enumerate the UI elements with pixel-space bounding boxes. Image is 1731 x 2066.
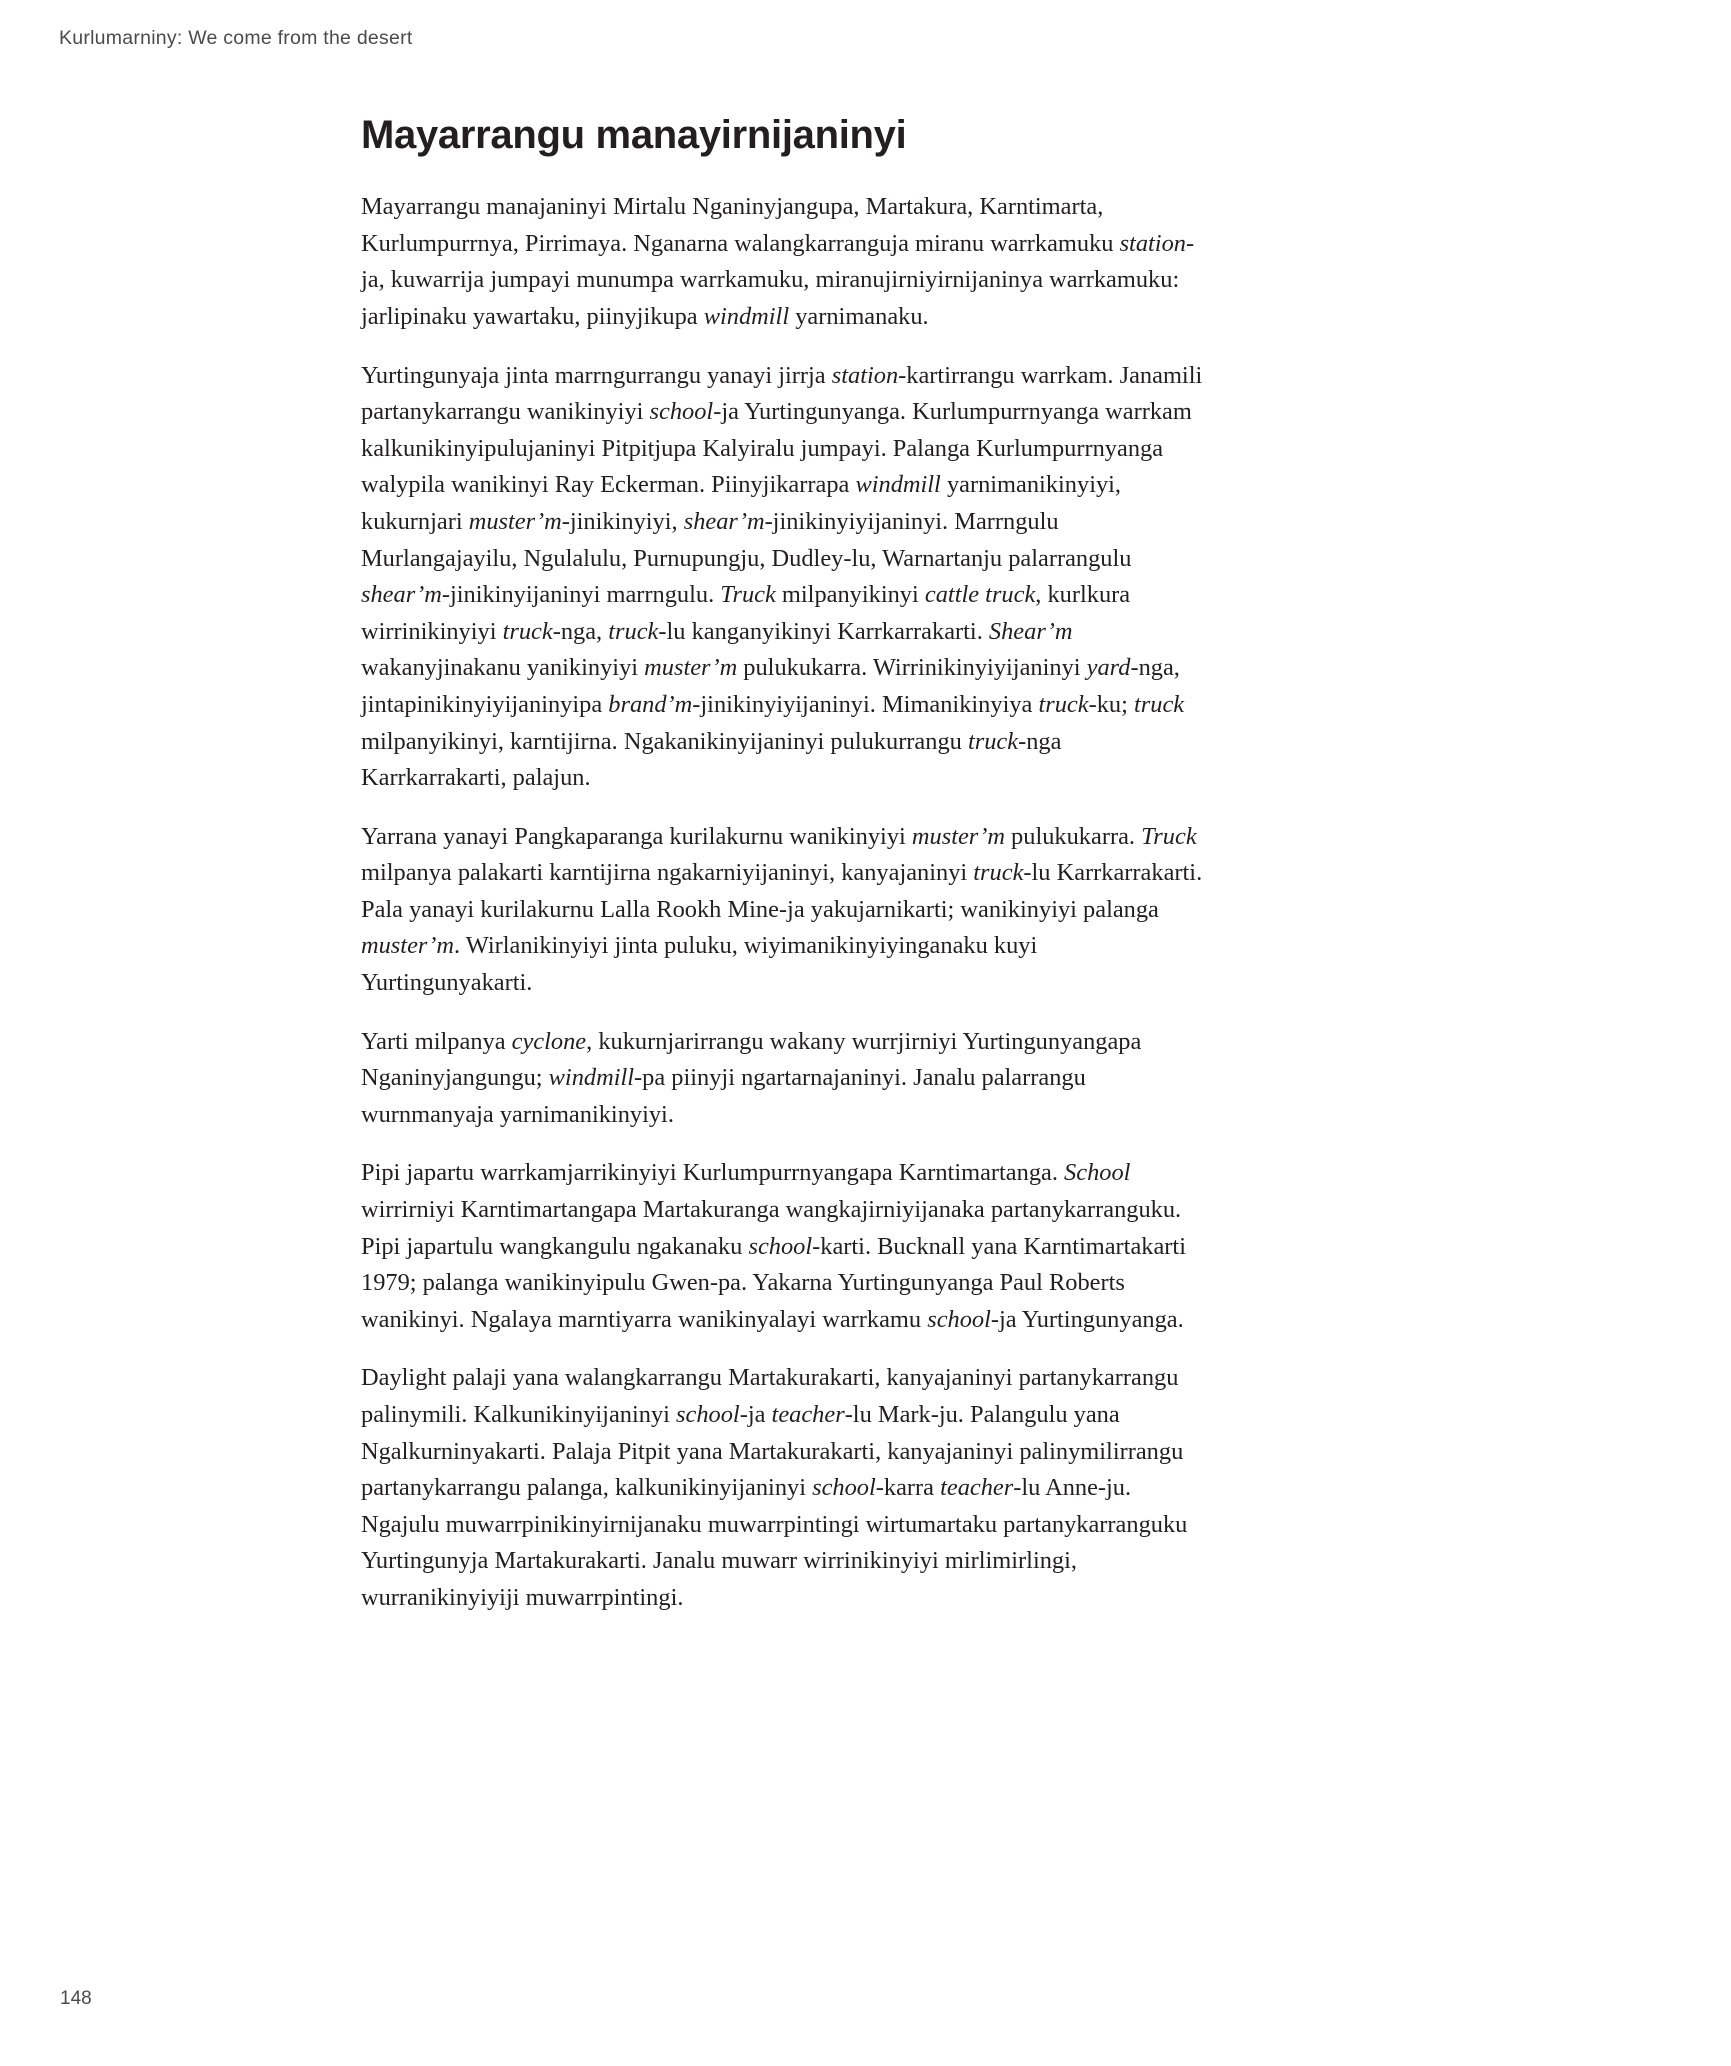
text-run: -ja Yurtingunyanga. Kurlumpurrnyanga warrkam kalkunikinyipulujaninyi Pitpitjupa Kalyiralu jumpayi. Palanga Kurlumpurrnyanga walypila wanikinyi Ray Eckerman. Piinyjikarrapa [361, 398, 1192, 499]
body-paragraph [361, 819, 1206, 1002]
italic-term: station [831, 361, 899, 389]
text-run: wakanyjinakanu yanikinyiyi [361, 654, 645, 682]
italic-term: yard [1086, 654, 1131, 682]
text-run: -karra [875, 1474, 941, 1502]
text-run: milpanyikinyi [775, 581, 925, 609]
text-run: -nga, jintapinikinyiyijaninyipa [361, 654, 1180, 718]
italic-term: Shear’m [988, 617, 1073, 645]
italic-term: school [927, 1305, 991, 1333]
text-run: yarnimanaku. [789, 302, 929, 330]
italic-term: teacher [771, 1401, 845, 1428]
text-run: -nga Karrkarrakarti, palajun. [361, 727, 1062, 792]
text-run: -kartirrangu warrkam. Janamili partanykarrangu wanikinyiyi [361, 361, 1203, 426]
italic-term: station [1119, 229, 1186, 257]
text-run: -ja Yurtingunyanga. [990, 1305, 1184, 1333]
italic-term: truck [973, 859, 1024, 887]
italic-term: muster’m [468, 507, 562, 535]
italic-term: shear’m [361, 581, 442, 609]
italic-term: truck [502, 617, 553, 645]
text-run: pulukukarra. Wirrinikinyiyijaninyi [737, 654, 1087, 682]
italic-term: windmill [855, 471, 941, 499]
body-paragraph [361, 358, 1206, 797]
text-run: . Wirlanikinyiyi jinta puluku, wiyimanikinyiyinganaku kuyi Yurtingunyakarti. [361, 932, 1038, 997]
italic-term: school [649, 398, 714, 426]
text-run: -jinikinyiyijaninyi. Marrngulu Murlangajayilu, Ngulalulu, Purnupungju, Dudley-lu, Warnartanju palarrangulu [361, 507, 1132, 572]
text-column [361, 112, 1206, 1617]
text-run: -ja [739, 1401, 772, 1428]
italic-term: cyclone [511, 1027, 587, 1055]
text-run: -lu Anne-ju. Ngajulu muwarrpinikinyirnijanaku muwarrpintingi wirtumartaku partanykarranguku Yurtingunyja Martakurakarti. Janalu muwarr wirrinikinyiyi mirlimirlingi, wurranikinyiyiji muwarrpintingi. [361, 1474, 1188, 1611]
text-run: Yarrana yanayi Pangkaparanga kurilakurnu wanikinyiyi [361, 822, 912, 850]
italic-term: windmill [548, 1064, 635, 1092]
text-run: -lu kanganyikinyi Karrkarrakarti. [658, 617, 989, 645]
italic-term: cattle truck [924, 581, 1036, 609]
italic-term: school [676, 1401, 740, 1428]
text-run: milpanya palakarti karntijirna ngakarniyijaninyi, kanyajaninyi [361, 859, 974, 887]
text-run: -jinikinyiyijaninyi. Mimanikinyiya [692, 690, 1039, 718]
text-run: milpanyikinyi, karntijirna. Ngakanikinyijaninyi pulukurrangu [361, 727, 968, 755]
italic-term: muster’m [911, 822, 1005, 850]
text-run: Daylight palaji yana walangkarrangu Martakurakarti, kanyajaninyi partanykarrangu palinymili. Kalkunikinyijaninyi [361, 1364, 1179, 1428]
italic-term: school [812, 1474, 876, 1502]
text-run: -ja, kuwarrija jumpayi munumpa warrkamuku, miranujirniyirnijaninya warrkamuku: jarlipinaku yawartaku, piinyjikupa [361, 229, 1195, 330]
text-run: -jinikinyiyi, [561, 507, 684, 535]
italic-term: school [748, 1232, 813, 1260]
page-number: 148 [60, 1988, 92, 2009]
running-header: Kurlumarniny: We come from the desert [59, 27, 413, 49]
text-run: -ku; [1088, 690, 1134, 718]
text-run: -jinikinyijaninyi marrngulu. [441, 581, 721, 609]
italic-term: truck [1038, 690, 1089, 718]
italic-term: Truck [1141, 822, 1197, 850]
body-paragraph [361, 189, 1206, 335]
text-run: , kurlkura wirrinikinyiyi [361, 581, 1131, 645]
italic-term: School [1064, 1159, 1131, 1187]
text-run: -pa piinyji ngartarnajaninyi. Janalu palarrangu wurnmanyaja yarnimanikinyiyi. [361, 1064, 1086, 1128]
text-run: -karti. Bucknall yana Karntimartakarti 1979; palanga wanikinyipulu Gwen-pa. Yakarna Yurtingunyanga Paul Roberts wanikinyi. Ngalaya marntiyarra wanikinyalayi warrkamu [361, 1232, 1186, 1333]
italic-term: teacher [940, 1474, 1014, 1502]
text-run: yarnimanikinyiyi, kukurnjari [361, 471, 1122, 535]
text-run: Pipi japartu warrkamjarrikinyiyi Kurlumpurrnyangapa Karntimartanga. [361, 1159, 1065, 1187]
italic-term: shear’m [683, 507, 765, 535]
italic-term: windmill [703, 302, 790, 330]
page-title: Mayarrangu manayirnijaninyi [361, 113, 907, 157]
italic-term: truck [608, 617, 659, 645]
text-run: -lu Karrkarrakarti. Pala yanayi kurilakurnu Lalla Rookh Mine-ja yakujarnikarti; wanikinyiyi palanga [361, 859, 1203, 923]
italic-term: truck [967, 727, 1019, 755]
body-paragraph [361, 1360, 1206, 1616]
text-run: -nga, [552, 617, 609, 645]
italic-term: Truck [720, 581, 776, 609]
text-run: , kukurnjarirrangu wakany wurrjirniyi Yurtingunyangapa Nganinyjangungu; [361, 1027, 1142, 1092]
text-run: wirrirniyi Karntimartangapa Martakuranga wangkajirniyijanaka partanykarranguku. Pipi japartulu wangkangulu ngakanaku [361, 1196, 1182, 1260]
text-run: Mayarrangu manajaninyi Mirtalu Nganinyjangupa, Martakura, Karntimarta, Kurlumpurrnya, Pirrimaya. Nganarna walangkarranguja miranu warrkamuku [361, 193, 1120, 257]
body-paragraph [361, 1024, 1206, 1134]
text-run: -lu Mark-ju. Palangulu yana Ngalkurninyakarti. Palaja Pitpit yana Martakurakarti, kanyajaninyi palinymilirrangu partanykarrangu palanga, kalkunikinyijaninyi [361, 1401, 1184, 1502]
italic-term: muster’m [361, 932, 455, 960]
body-paragraph [361, 1155, 1206, 1338]
text-run: pulukukarra. [1004, 822, 1142, 850]
italic-term: brand’m [608, 690, 693, 718]
italic-term: muster’m [644, 654, 738, 682]
text-run: Yurtingunyaja jinta marrngurrangu yanayi jirrja [361, 361, 832, 389]
text-run: Yarti milpanya [361, 1027, 512, 1055]
italic-term: truck [1133, 690, 1185, 718]
